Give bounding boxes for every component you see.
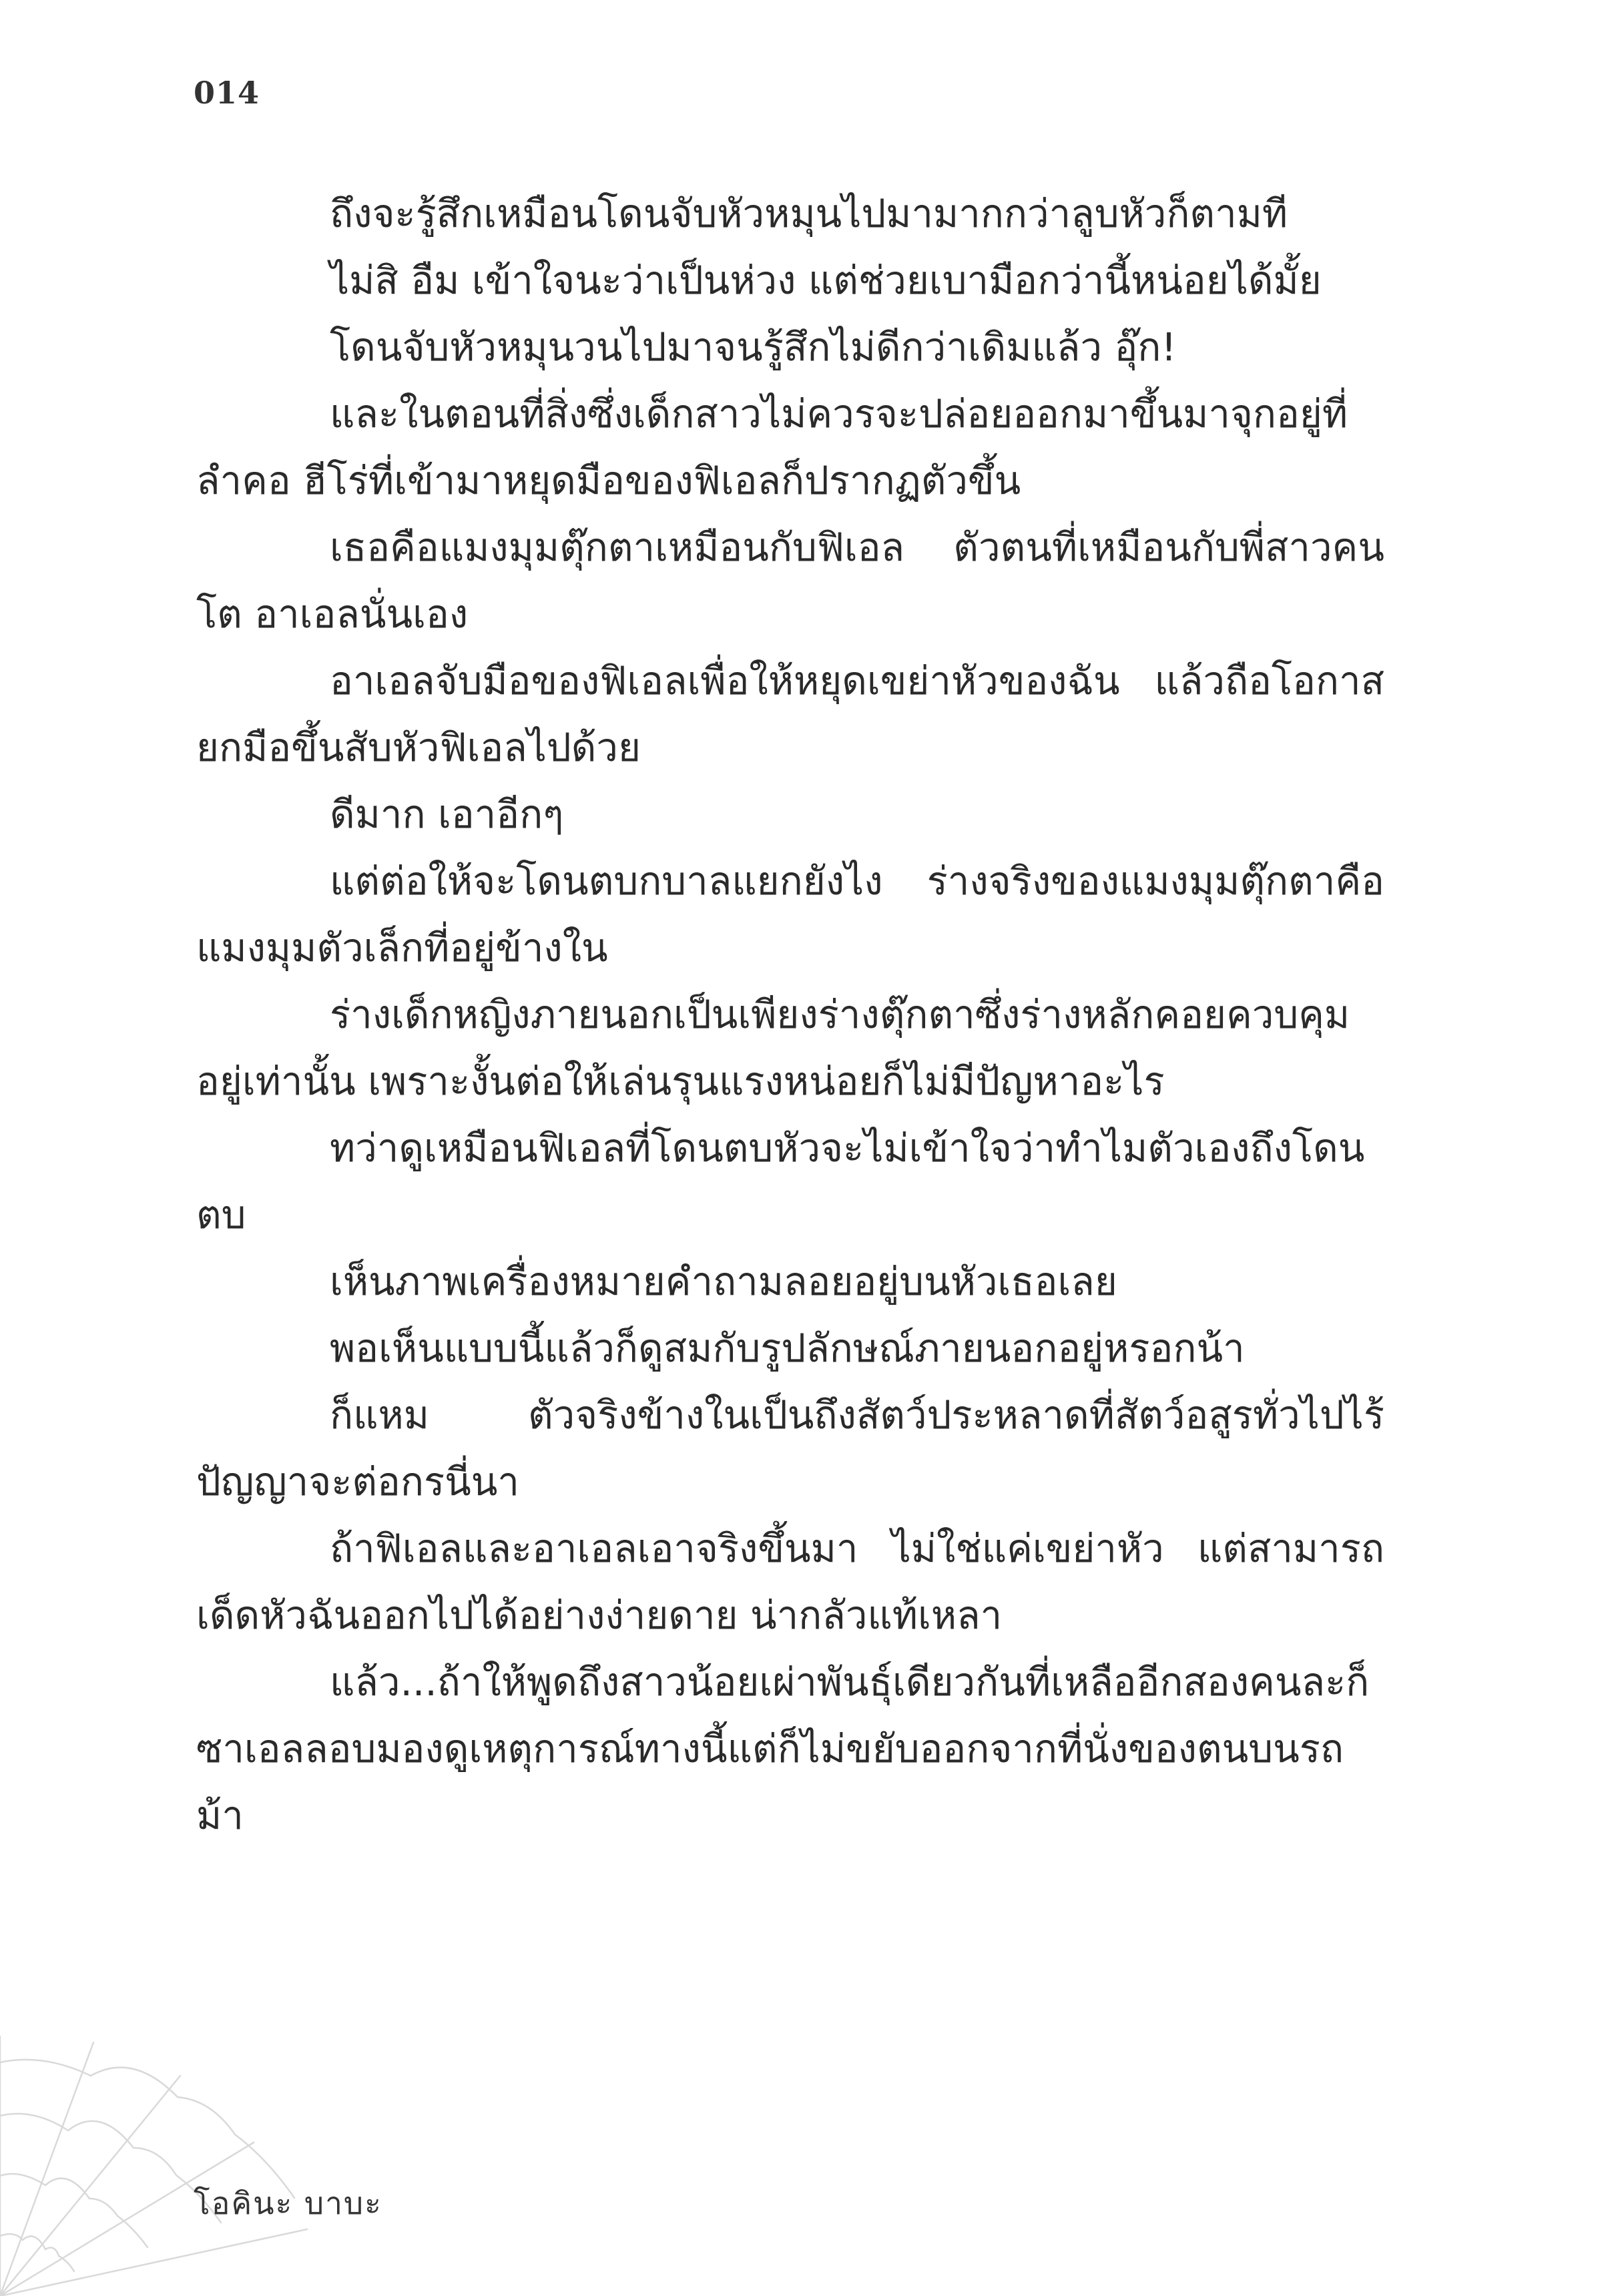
paragraph: ดีมาก เอาอีกๆ: [330, 792, 564, 837]
paragraph: ก็แหม ตัวจริงข้างในเป็นถึงสัตว์ประหลาดที่สัตว์อสูรทั่วไปไร้ปัญญาจะต่อกรนี่นา: [196, 1392, 1384, 1504]
author-name: โอคินะ บาบะ: [194, 2185, 382, 2221]
paragraph: อาเอลจับมือของฟิเอลเพื่อให้หยุดเขย่าหัวของฉัน แล้วถือโอกาสยกมือขึ้นสับหัวฟิเอลไปด้วย: [196, 658, 1384, 770]
paragraph: โดนจับหัวหมุนวนไปมาจนรู้สึกไม่ดีกว่าเดิมแล้ว อุ๊ก!: [330, 324, 1177, 370]
paragraph: แต่ต่อให้จะโดนตบกบาลแยกยังไง ร่างจริงของแมงมุมตุ๊กตาคือแมงมุมตัวเล็กที่อยู่ข้างใน: [196, 858, 1384, 970]
body-text: [196, 180, 1384, 1849]
paragraph: ถึงจะรู้สึกเหมือนโดนจับหัวหมุนไปมามากกว่าลูบหัวก็ตามที: [330, 191, 1288, 236]
paragraph: เธอคือแมงมุมตุ๊กตาเหมือนกับฟิเอล ตัวตนที่เหมือนกับพี่สาวคนโต อาเอลนั่นเอง: [196, 525, 1384, 637]
paragraph: พอเห็นแบบนี้แล้วก็ดูสมกับรูปลักษณ์ภายนอกอยู่หรอกน้า: [330, 1326, 1245, 1371]
paragraph: ทว่าดูเหมือนฟิเอลที่โดนตบหัวจะไม่เข้าใจว่าทำไมตัวเองถึงโดนตบ: [196, 1125, 1365, 1237]
page-number: 014: [194, 75, 260, 111]
paragraph: เห็นภาพเครื่องหมายคำถามลอยอยู่บนหัวเธอเลย: [330, 1259, 1117, 1304]
paragraph: แล้ว...ถ้าให้พูดถึงสาวน้อยเผ่าพันธุ์เดียวกันที่เหลืออีกสองคนละก็ ซาเอลลอบมองดูเหตุการณ์ทางนี้แต่ก็ไม่ขยับออกจากที่นั่งของตนบนรถม้า: [196, 1659, 1370, 1838]
paragraph: ร่างเด็กหญิงภายนอกเป็นเพียงร่างตุ๊กตาซึ่งร่างหลักคอยควบคุมอยู่เท่านั้น เพราะงั้นต่อให้เล่นรุนแรงหน่อยก็ไม่มีปัญหาอะไร: [196, 992, 1350, 1104]
paragraph: ไม่สิ อืม เข้าใจนะว่าเป็นห่วง แต่ช่วยเบามือกว่านี้หน่อยได้มั้ย: [330, 258, 1322, 303]
paragraph: ถ้าฟิเอลและอาเอลเอาจริงขึ้นมา ไม่ใช่แค่เขย่าหัว แต่สามารถเด็ดหัวฉันออกไปได้อย่างง่ายดาย น่ากลัวแท้เหลา: [196, 1526, 1384, 1638]
cobweb-decoration: [0, 2036, 314, 2296]
paragraph: และในตอนที่สิ่งซึ่งเด็กสาวไม่ควรจะปล่อยออกมาขึ้นมาจุกอยู่ที่ลำคอ ฮีโร่ที่เข้ามาหยุดมือของฟิเอลก็ปรากฏตัวขึ้น: [196, 391, 1348, 503]
